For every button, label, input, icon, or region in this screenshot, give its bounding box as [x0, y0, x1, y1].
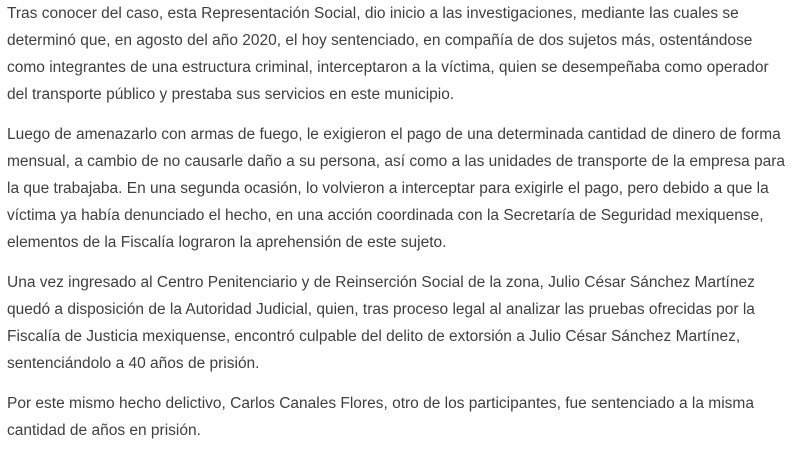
paragraph-second-sentence	[7, 390, 807, 444]
text-line: víctima ya había denunciado el hecho, en una acción coordinada con la Secretaría de Seguridad mexiquense,	[7, 207, 764, 224]
text-line: Tras conocer del caso, esta Representación Social, dio inicio a las investigaciones, mediante las cuales se	[7, 5, 739, 22]
text-line: mensual, a cambio de no causarle daño a su persona, así como a las unidades de transporte de la empresa para	[7, 153, 786, 170]
text-line: Luego de amenazarlo con armas de fuego, le exigieron el pago de una determinada cantidad de dinero de forma	[7, 126, 781, 143]
text-line: la que trabajaba. En una segunda ocasión, lo volvieron a interceptar para exigirle el pago, pero debido a que la	[7, 180, 769, 197]
text-line: quedó a disposición de la Autoridad Judicial, quien, tras proceso legal al analizar las pruebas ofrecidas por la	[7, 301, 755, 318]
paragraph-sentence	[7, 269, 807, 377]
text-line: Fiscalía de Justicia mexiquense, encontró culpable del delito de extorsión a Julio César Sánchez Martínez,	[7, 328, 741, 345]
paragraph-extortion	[7, 121, 807, 256]
article-body	[7, 0, 807, 444]
text-line: Una vez ingresado al Centro Penitenciario y de Reinserción Social de la zona, Julio César Sánchez Martínez	[7, 274, 755, 291]
paragraph-investigation	[7, 0, 807, 108]
text-line: como integrantes de una estructura criminal, interceptaron a la víctima, quien se desempeñaba como operador	[7, 59, 769, 76]
text-line: determinó que, en agosto del año 2020, el hoy sentenciado, en compañía de dos sujetos más, ostentándose	[7, 32, 753, 49]
text-line: Por este mismo hecho delictivo, Carlos Canales Flores, otro de los participantes, fue sentenciado a la misma	[7, 395, 754, 412]
text-line: del transporte público y prestaba sus servicios en este municipio.	[7, 86, 455, 103]
text-line: cantidad de años en prisión.	[7, 422, 201, 439]
text-line: elementos de la Fiscalía lograron la aprehensión de este sujeto.	[7, 234, 447, 251]
text-line: sentenciándolo a 40 años de prisión.	[7, 355, 260, 372]
